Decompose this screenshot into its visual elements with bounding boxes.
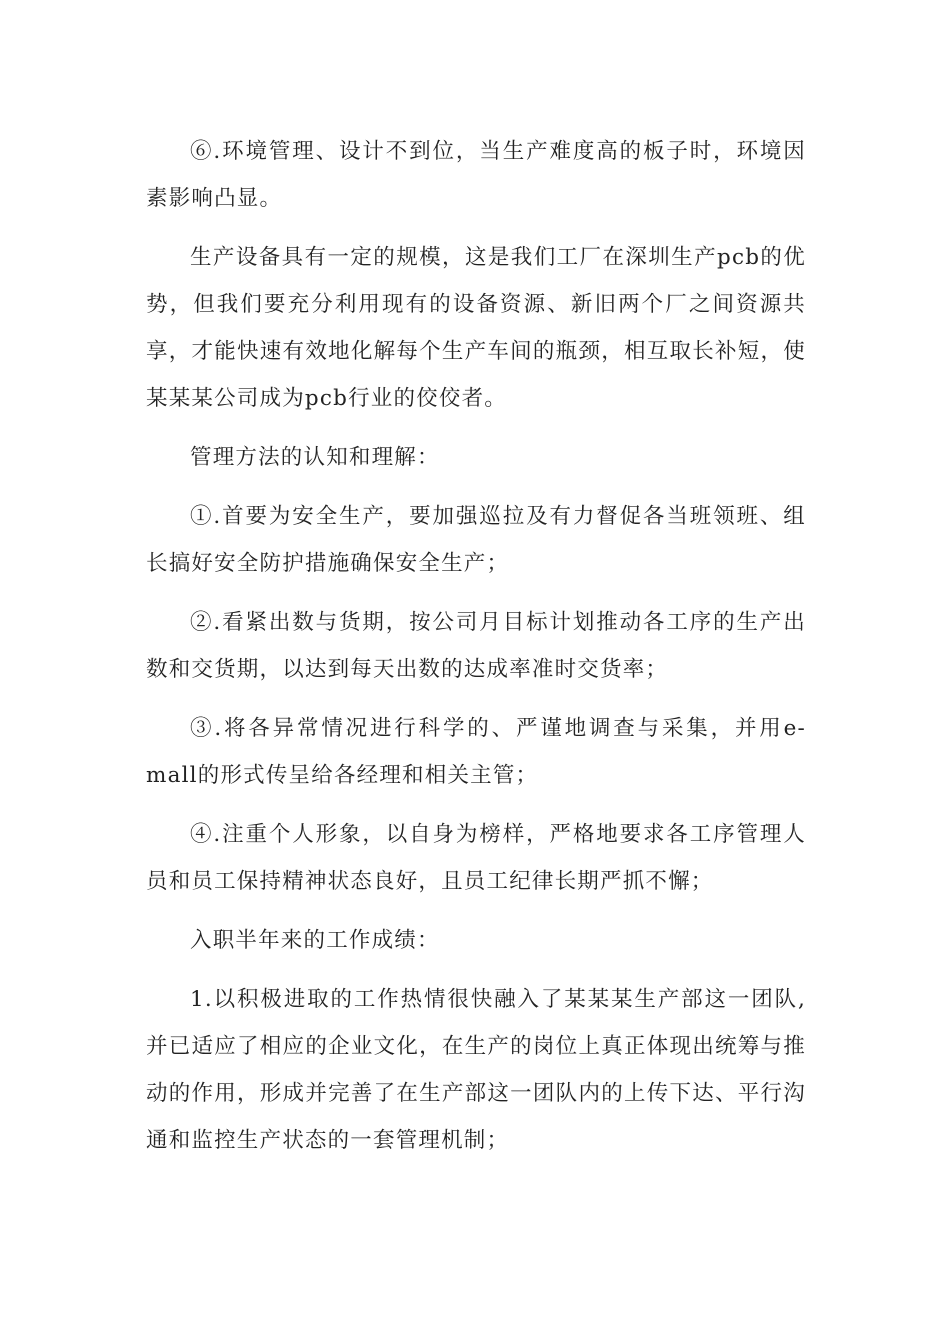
- paragraph-output-delivery: ②.看紧出数与货期，按公司月目标计划推动各工序的生产出数和交货期，以达到每天出数的达成率准时交货率；: [146, 610, 806, 682]
- paragraph-equipment-scale: 生产设备具有一定的规模，这是我们工厂在深圳生产pcb的优势，但我们要充分利用现有的设备资源、新旧两个厂之间资源共享，才能快速有效地化解每个生产车间的瓶颈，相互取长补短，使某某某公司成为pcb行业的佼佼者。: [146, 245, 806, 411]
- paragraph-team-integration: 1.以积极进取的工作热情很快融入了某某某生产部这一团队,并已适应了相应的企业文化，在生产的岗位上真正体现出统筹与推动的作用，形成并完善了在生产部这一团队内的上传下达、平行沟通和监控生产状态的一套管理机制；: [146, 987, 806, 1153]
- paragraph-environment-management: ⑥.环境管理、设计不到位，当生产难度高的板子时，环境因素影响凸显。: [146, 139, 806, 211]
- paragraph-safety-production: ①.首要为安全生产，要加强巡拉及有力督促各当班领班、组长搞好安全防护措施确保安全生产；: [146, 504, 806, 576]
- paragraph-exception-reporting: ③.将各异常情况进行科学的、严谨地调查与采集，并用e-mall的形式传呈给各经理和相关主管；: [146, 716, 806, 788]
- heading-work-achievements: 入职半年来的工作成绩：: [190, 928, 440, 953]
- heading-management-methods: 管理方法的认知和理解：: [190, 445, 440, 470]
- paragraph-personal-image: ④.注重个人形象，以自身为榜样，严格地要求各工序管理人员和员工保持精神状态良好，且员工纪律长期严抓不懈；: [146, 822, 806, 894]
- document-body: [146, 128, 806, 1176]
